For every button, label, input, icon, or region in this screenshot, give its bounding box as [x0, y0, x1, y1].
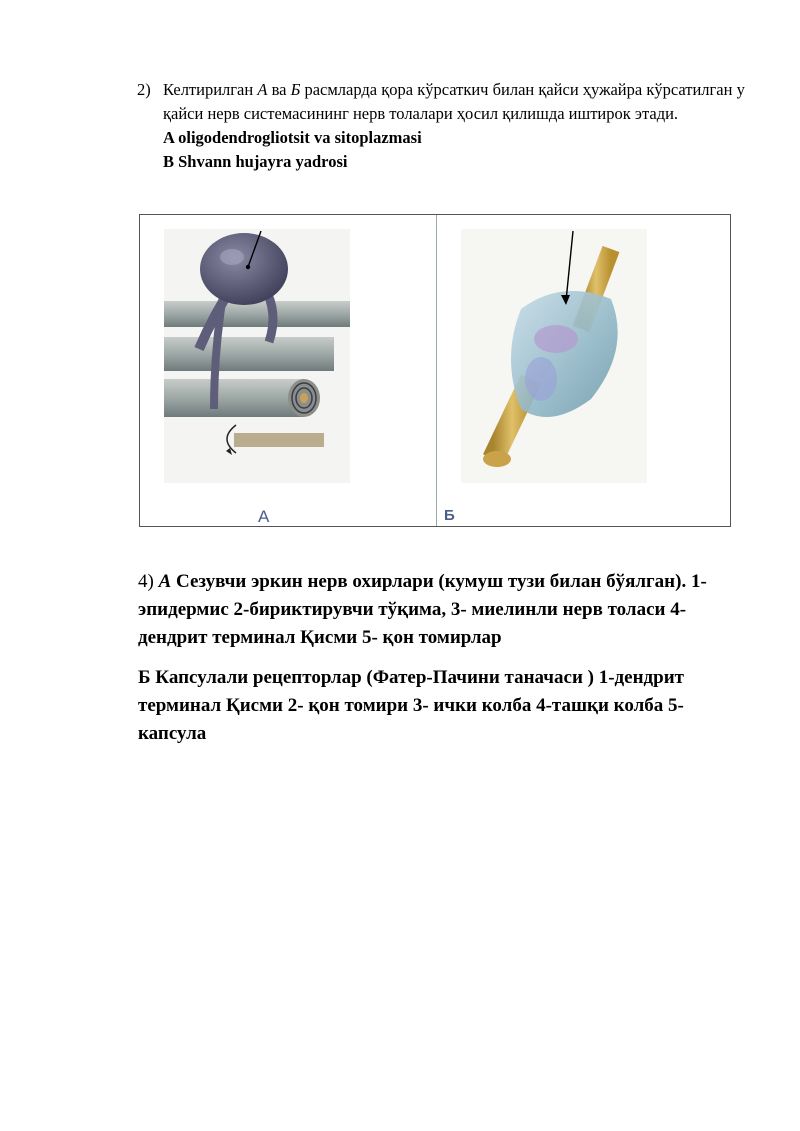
q2-letter-b: Б	[290, 80, 301, 99]
figure-box	[139, 214, 731, 527]
question-2-number: 2)	[137, 80, 151, 99]
question-4-letter-a: А	[158, 571, 172, 592]
q2-text-part: расмларда қора кўрсаткич билан қайси ҳужайра кўрсатилган у қайси нерв системасининг нерв толалари ҳосил қилишда иштирок этади.	[163, 80, 745, 123]
figure-label-a: А	[258, 507, 270, 526]
oligodendrocyte-illustration	[164, 229, 350, 483]
question-2-text	[163, 80, 745, 123]
q2-text-part: Келтирилган	[163, 80, 258, 99]
figure-divider	[436, 215, 437, 526]
q2-text-part: ва	[267, 80, 291, 99]
q2-letter-a: А	[257, 80, 268, 99]
schwann-cell-svg	[461, 229, 647, 483]
question-4	[138, 568, 738, 760]
question-4-part-b: Б Капсулали рецепторлар (Фатер-Пачини таначаси ) 1-дендрит терминал Қисми 2- қон томири 3- ички колба 4-ташқи колба 5- капсула	[138, 667, 684, 744]
question-4-a-text: Сезувчи эркин нерв охирлари (кумуш тузи билан бўялган). 1-эпидермис 2-бириктирувчи тўқима, 3- миелинли нерв толаси 4- дендрит терминал Қисми 5- қон томирлар	[138, 571, 707, 648]
question-2	[137, 78, 757, 174]
oligodendrocyte-svg	[164, 229, 350, 483]
answer-b: B Shvann hujayra yadrosi	[163, 152, 348, 171]
schwann-cell-illustration	[461, 229, 647, 483]
question-2-body	[163, 78, 757, 174]
question-4-part-a	[138, 568, 738, 652]
question-4-number: 4)	[138, 571, 154, 592]
figure-label-b: Б	[444, 507, 455, 524]
answer-a: A oligodendrogliotsit va sitoplazmasi	[163, 128, 422, 147]
